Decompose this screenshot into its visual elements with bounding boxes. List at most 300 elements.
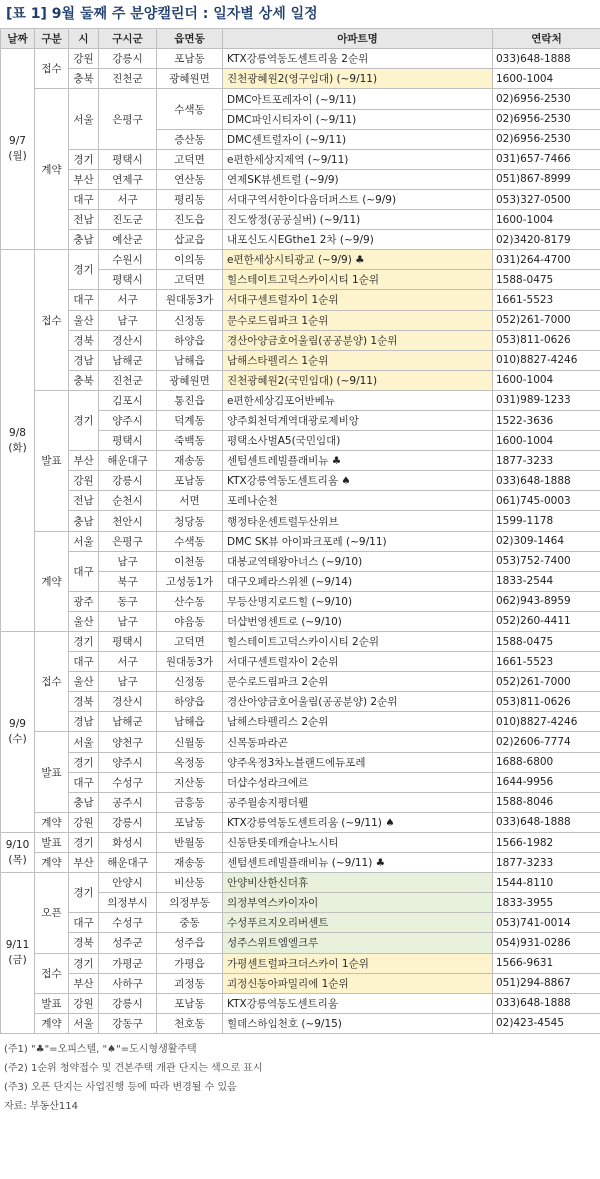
- town-cell: 수색동: [157, 89, 223, 129]
- contact-phone: 010)8827-4246: [493, 712, 600, 732]
- apartment-name: 양주옥정3차노블랜드에듀포레: [223, 752, 493, 772]
- column-header: 아파트명: [223, 29, 493, 49]
- table-row: [1, 772, 600, 792]
- district-cell: 서구: [99, 652, 157, 672]
- province-cell: 경기: [69, 250, 99, 290]
- date-cell: 9/9 (수): [1, 632, 35, 833]
- apartment-name: e편한세상지제역 (~9/11): [223, 149, 493, 169]
- province-cell: 강원: [69, 49, 99, 69]
- table-row: [1, 672, 600, 692]
- contact-phone: 02)6956-2530: [493, 129, 600, 149]
- town-cell: 금흥동: [157, 792, 223, 812]
- province-cell: 경기: [69, 832, 99, 852]
- province-cell: 대구: [69, 772, 99, 792]
- apartment-name: 서대구센트럴자이 1순위: [223, 290, 493, 310]
- contact-phone: 061)745-0003: [493, 491, 600, 511]
- province-cell: 경기: [69, 752, 99, 772]
- town-cell: 지산동: [157, 772, 223, 792]
- district-cell: 가평군: [99, 953, 157, 973]
- town-cell: 서면: [157, 491, 223, 511]
- district-cell: 남구: [99, 551, 157, 571]
- apartment-name: DMC아트포레자이 (~9/11): [223, 89, 493, 109]
- contact-phone: 02)309-1464: [493, 531, 600, 551]
- province-cell: 충북: [69, 370, 99, 390]
- table-row: [1, 792, 600, 812]
- district-cell: 해운대구: [99, 451, 157, 471]
- town-cell: 성주읍: [157, 933, 223, 953]
- contact-phone: 062)943-8959: [493, 591, 600, 611]
- apartment-name: 안양비산한신더휴: [223, 873, 493, 893]
- table-title: [표 1] 9월 둘째 주 분양캘린더 : 일자별 상세 일정: [6, 6, 318, 22]
- town-cell: 하양읍: [157, 692, 223, 712]
- contact-phone: 033)648-1888: [493, 812, 600, 832]
- province-cell: 광주: [69, 591, 99, 611]
- column-header: 읍면동: [157, 29, 223, 49]
- district-cell: 수성구: [99, 913, 157, 933]
- province-cell: 경남: [69, 350, 99, 370]
- contact-phone: 031)657-7466: [493, 149, 600, 169]
- apartment-name: 진천광혜원2(국민임대) (~9/11): [223, 370, 493, 390]
- province-cell: 대구: [69, 652, 99, 672]
- type-cell: 발표: [35, 832, 69, 852]
- district-cell: 남구: [99, 310, 157, 330]
- town-cell: 죽백동: [157, 431, 223, 451]
- town-cell: 천호동: [157, 1013, 223, 1033]
- contact-phone: 02)3420-8179: [493, 230, 600, 250]
- town-cell: 통진읍: [157, 390, 223, 410]
- district-cell: 진천군: [99, 69, 157, 89]
- town-cell: 신정동: [157, 310, 223, 330]
- type-cell: 발표: [35, 993, 69, 1013]
- table-row: [1, 491, 600, 511]
- table-row: [1, 933, 600, 953]
- date-cell: 9/11 (금): [1, 873, 35, 1034]
- town-cell: 야음동: [157, 611, 223, 631]
- apartment-name: 가평센트럴파크더스카이 1순위: [223, 953, 493, 973]
- district-cell: 양천구: [99, 732, 157, 752]
- province-cell: 대구: [69, 551, 99, 591]
- district-cell: 성주군: [99, 933, 157, 953]
- province-cell: 서울: [69, 732, 99, 752]
- town-cell: 포남동: [157, 471, 223, 491]
- contact-phone: 1588-8046: [493, 792, 600, 812]
- apartment-name: KTX강릉역동도센트리움 ♠: [223, 471, 493, 491]
- table-row: [1, 210, 600, 230]
- table-row: [1, 390, 600, 410]
- district-cell: 천안시: [99, 511, 157, 531]
- table-row: [1, 973, 600, 993]
- apartment-name: 무등산명지로드힐 (~9/10): [223, 591, 493, 611]
- district-cell: 경산시: [99, 692, 157, 712]
- contact-phone: 1588-0475: [493, 270, 600, 290]
- apartment-name: 진천광혜원2(영구임대) (~9/11): [223, 69, 493, 89]
- type-cell: 접수: [35, 250, 69, 391]
- column-header: 시: [69, 29, 99, 49]
- table-row: [1, 230, 600, 250]
- province-cell: 울산: [69, 672, 99, 692]
- apartment-name: 경산아양금호어울림(공공분양) 1순위: [223, 330, 493, 350]
- table-row: [1, 913, 600, 933]
- province-cell: 강원: [69, 471, 99, 491]
- table-row: [1, 712, 600, 732]
- apartment-name: 신목동파라곤: [223, 732, 493, 752]
- date-cell: 9/10 (목): [1, 832, 35, 872]
- town-cell: 신정동: [157, 672, 223, 692]
- contact-phone: 033)648-1888: [493, 49, 600, 69]
- district-cell: 의정부시: [99, 893, 157, 913]
- town-cell: 재송동: [157, 853, 223, 873]
- apartment-name: 문수로드림파크 2순위: [223, 672, 493, 692]
- town-cell: 진도읍: [157, 210, 223, 230]
- contact-phone: 02)423-4545: [493, 1013, 600, 1033]
- town-cell: 고덕면: [157, 149, 223, 169]
- district-cell: 강릉시: [99, 49, 157, 69]
- district-cell: 수성구: [99, 772, 157, 792]
- footnote: (주3) 오픈 단지는 사업진행 등에 따라 변경될 수 있음: [4, 1081, 237, 1093]
- province-cell: 경기: [69, 632, 99, 652]
- date-cell: 9/7 (월): [1, 49, 35, 250]
- table-row: [1, 531, 600, 551]
- district-cell: 평택시: [99, 270, 157, 290]
- apartment-name: 행정타운센트럴두산위브: [223, 511, 493, 531]
- district-cell: 평택시: [99, 149, 157, 169]
- table-row: [1, 692, 600, 712]
- contact-phone: 1600-1004: [493, 431, 600, 451]
- table-row: [1, 853, 600, 873]
- contact-phone: 033)648-1888: [493, 993, 600, 1013]
- district-cell: 평택시: [99, 632, 157, 652]
- column-header: 구시군: [99, 29, 157, 49]
- table-row: [1, 993, 600, 1013]
- province-cell: 울산: [69, 611, 99, 631]
- table-row: [1, 471, 600, 491]
- column-header: 구분: [35, 29, 69, 49]
- contact-phone: 02)2606-7774: [493, 732, 600, 752]
- district-cell: 공주시: [99, 792, 157, 812]
- apartment-name: 문수로드림파크 1순위: [223, 310, 493, 330]
- province-cell: 전남: [69, 210, 99, 230]
- contact-phone: 031)989-1233: [493, 390, 600, 410]
- town-cell: 원대동3가: [157, 652, 223, 672]
- town-cell: 덕계동: [157, 410, 223, 430]
- table-row: [1, 49, 600, 69]
- table-row: [1, 551, 600, 571]
- province-cell: 부산: [69, 853, 99, 873]
- town-cell: 남해읍: [157, 712, 223, 732]
- contact-phone: 1688-6800: [493, 752, 600, 772]
- district-cell: 동구: [99, 591, 157, 611]
- town-cell: 비산동: [157, 873, 223, 893]
- footnote: (주2) 1순위 청약접수 및 견본주택 개관 단지는 색으로 표시: [4, 1062, 263, 1074]
- contact-phone: 1588-0475: [493, 632, 600, 652]
- town-cell: 괴정동: [157, 973, 223, 993]
- table-row: [1, 69, 600, 89]
- column-header: 날짜: [1, 29, 35, 49]
- contact-phone: 054)931-0286: [493, 933, 600, 953]
- contact-phone: 1644-9956: [493, 772, 600, 792]
- district-cell: 양주시: [99, 410, 157, 430]
- contact-phone: 02)6956-2530: [493, 109, 600, 129]
- contact-phone: 053)741-0014: [493, 913, 600, 933]
- district-cell: 사하구: [99, 973, 157, 993]
- town-cell: 고덕면: [157, 270, 223, 290]
- apartment-name: 평택소사벌A5(국민임대): [223, 431, 493, 451]
- town-cell: 이의동: [157, 250, 223, 270]
- town-cell: 삽교읍: [157, 230, 223, 250]
- table-row: [1, 591, 600, 611]
- type-cell: 발표: [35, 390, 69, 531]
- town-cell: 수색동: [157, 531, 223, 551]
- apartment-name: DMC파인시티자이 (~9/11): [223, 109, 493, 129]
- table-row: [1, 732, 600, 752]
- table-row: [1, 511, 600, 531]
- apartment-name: 신동탄롯데캐슬나노시티: [223, 832, 493, 852]
- contact-phone: 053)327-0500: [493, 189, 600, 209]
- apartment-name: 센텀센트레빌플래비뉴 ♣: [223, 451, 493, 471]
- contact-phone: 1877-3233: [493, 451, 600, 471]
- table-row: [1, 1013, 600, 1033]
- town-cell: 청당동: [157, 511, 223, 531]
- town-cell: 반월동: [157, 832, 223, 852]
- type-cell: 계약: [35, 89, 69, 250]
- table-row: [1, 752, 600, 772]
- town-cell: 포남동: [157, 812, 223, 832]
- town-cell: 원대동3가: [157, 290, 223, 310]
- contact-phone: 010)8827-4246: [493, 350, 600, 370]
- apartment-name: 연제SK뷰센트럴 (~9/9): [223, 169, 493, 189]
- table-row: [1, 310, 600, 330]
- apartment-name: e편한세상김포어반베뉴: [223, 390, 493, 410]
- town-cell: 평리동: [157, 189, 223, 209]
- contact-phone: 1600-1004: [493, 210, 600, 230]
- district-cell: 서구: [99, 290, 157, 310]
- contact-phone: 1522-3636: [493, 410, 600, 430]
- apartment-name: e편한세상시티광교 (~9/9) ♣: [223, 250, 493, 270]
- town-cell: 이천동: [157, 551, 223, 571]
- district-cell: 평택시: [99, 431, 157, 451]
- table-row: [1, 189, 600, 209]
- town-cell: 포남동: [157, 49, 223, 69]
- apartment-name: 더샵수성라크에르: [223, 772, 493, 792]
- apartment-name: KTX강릉역동도센트리움 (~9/11) ♠: [223, 812, 493, 832]
- district-cell: 강릉시: [99, 471, 157, 491]
- town-cell: 광혜원면: [157, 370, 223, 390]
- table-row: [1, 149, 600, 169]
- contact-phone: 02)6956-2530: [493, 89, 600, 109]
- apartment-name: 남해스타펠리스 1순위: [223, 350, 493, 370]
- table-row: [1, 169, 600, 189]
- apartment-name: 센텀센트레빌플래비뉴 (~9/11) ♣: [223, 853, 493, 873]
- table-row: [1, 812, 600, 832]
- type-cell: 접수: [35, 49, 69, 89]
- table-row: [1, 370, 600, 390]
- apartment-name: DMC SK뷰 아이파크포레 (~9/11): [223, 531, 493, 551]
- apartment-name: 공주월송지평더웰: [223, 792, 493, 812]
- contact-phone: 1833-2544: [493, 571, 600, 591]
- province-cell: 대구: [69, 290, 99, 310]
- district-cell: 북구: [99, 571, 157, 591]
- column-header: 연락처: [493, 29, 600, 49]
- apartment-name: 서대구센트럴자이 2순위: [223, 652, 493, 672]
- table-row: [1, 290, 600, 310]
- table-row: [1, 611, 600, 631]
- table-row: [1, 89, 600, 109]
- apartment-name: 힐스테이트고덕스카이시티 1순위: [223, 270, 493, 290]
- district-cell: 남구: [99, 611, 157, 631]
- contact-phone: 1877-3233: [493, 853, 600, 873]
- province-cell: 경남: [69, 712, 99, 732]
- district-cell: 화성시: [99, 832, 157, 852]
- schedule-body: [1, 49, 600, 1034]
- district-cell: 남구: [99, 672, 157, 692]
- table-row: [1, 632, 600, 652]
- type-cell: 발표: [35, 732, 69, 812]
- district-cell: 남해군: [99, 712, 157, 732]
- province-cell: 대구: [69, 189, 99, 209]
- type-cell: 오픈: [35, 873, 69, 953]
- district-cell: 수원시: [99, 250, 157, 270]
- apartment-name: 양주회천덕계역대광로제비앙: [223, 410, 493, 430]
- contact-phone: 1600-1004: [493, 370, 600, 390]
- town-cell: 옥정동: [157, 752, 223, 772]
- town-cell: 증산동: [157, 129, 223, 149]
- contact-phone: 1833-3955: [493, 893, 600, 913]
- district-cell: 남해군: [99, 350, 157, 370]
- contact-phone: 1661-5523: [493, 652, 600, 672]
- province-cell: 경기: [69, 149, 99, 169]
- apartment-name: 내포신도시EGthe1 2차 (~9/9): [223, 230, 493, 250]
- contact-phone: 051)294-8867: [493, 973, 600, 993]
- table-row: [1, 330, 600, 350]
- apartment-name: 힐스테이트고덕스카이시티 2순위: [223, 632, 493, 652]
- province-cell: 경북: [69, 933, 99, 953]
- table-row: [1, 451, 600, 471]
- apartment-name: 성주스위트엠엘크루: [223, 933, 493, 953]
- district-cell: 예산군: [99, 230, 157, 250]
- apartment-name: DMC센트럴자이 (~9/11): [223, 129, 493, 149]
- table-row: [1, 350, 600, 370]
- town-cell: 포남동: [157, 993, 223, 1013]
- province-cell: 충남: [69, 511, 99, 531]
- date-cell: 9/8 (화): [1, 250, 35, 632]
- type-cell: 계약: [35, 531, 69, 631]
- apartment-name: 진도쌍정(공공실버) (~9/11): [223, 210, 493, 230]
- town-cell: 재송동: [157, 451, 223, 471]
- apartment-name: KTX강릉역동도센트리움: [223, 993, 493, 1013]
- contact-phone: 051)867-8999: [493, 169, 600, 189]
- province-cell: 부산: [69, 973, 99, 993]
- contact-phone: 1599-1178: [493, 511, 600, 531]
- district-cell: 강동구: [99, 1013, 157, 1033]
- province-cell: 서울: [69, 531, 99, 551]
- apartment-name: 서대구역서한이다음더퍼스트 (~9/9): [223, 189, 493, 209]
- type-cell: 계약: [35, 1013, 69, 1033]
- town-cell: 고성동1가: [157, 571, 223, 591]
- district-cell: 진천군: [99, 370, 157, 390]
- town-cell: 고덕면: [157, 632, 223, 652]
- town-cell: 연산동: [157, 169, 223, 189]
- contact-phone: 053)752-7400: [493, 551, 600, 571]
- contact-phone: 033)648-1888: [493, 471, 600, 491]
- province-cell: 충남: [69, 792, 99, 812]
- type-cell: 계약: [35, 853, 69, 873]
- district-cell: 양주시: [99, 752, 157, 772]
- contact-phone: 053)811-0626: [493, 330, 600, 350]
- apartment-name: 수성푸르지오리버센트: [223, 913, 493, 933]
- district-cell: 은평구: [99, 89, 157, 149]
- district-cell: 은평구: [99, 531, 157, 551]
- footnote: 자료: 부동산114: [4, 1100, 78, 1112]
- town-cell: 산수동: [157, 591, 223, 611]
- contact-phone: 1600-1004: [493, 69, 600, 89]
- province-cell: 경북: [69, 330, 99, 350]
- province-cell: 대구: [69, 913, 99, 933]
- table-row: [1, 873, 600, 893]
- contact-phone: 053)811-0626: [493, 692, 600, 712]
- town-cell: 하양읍: [157, 330, 223, 350]
- contact-phone: 052)261-7000: [493, 672, 600, 692]
- district-cell: 서구: [99, 189, 157, 209]
- province-cell: 전남: [69, 491, 99, 511]
- contact-phone: 1661-5523: [493, 290, 600, 310]
- province-cell: 경기: [69, 390, 99, 450]
- notes: [0, 1034, 600, 1116]
- province-cell: 경기: [69, 873, 99, 913]
- province-cell: 부산: [69, 451, 99, 471]
- province-cell: 경북: [69, 692, 99, 712]
- apartment-name: 의정부역스카이자이: [223, 893, 493, 913]
- district-cell: 강릉시: [99, 812, 157, 832]
- contact-phone: 052)260-4411: [493, 611, 600, 631]
- contact-phone: 1544-8110: [493, 873, 600, 893]
- header-row: [1, 29, 600, 49]
- table-row: [1, 652, 600, 672]
- town-cell: 광혜원면: [157, 69, 223, 89]
- district-cell: 안양시: [99, 873, 157, 893]
- province-cell: 서울: [69, 1013, 99, 1033]
- apartment-name: 포레나순천: [223, 491, 493, 511]
- province-cell: 강원: [69, 993, 99, 1013]
- apartment-name: 괴정신동아파밀리에 1순위: [223, 973, 493, 993]
- apartment-name: 힐데스하임천호 (~9/15): [223, 1013, 493, 1033]
- district-cell: 순천시: [99, 491, 157, 511]
- table-row: [1, 250, 600, 270]
- province-cell: 충남: [69, 230, 99, 250]
- apartment-name: 대구오페라스위첸 (~9/14): [223, 571, 493, 591]
- apartment-name: 더샵번영센트로 (~9/10): [223, 611, 493, 631]
- town-cell: 중동: [157, 913, 223, 933]
- province-cell: 경기: [69, 953, 99, 973]
- province-cell: 서울: [69, 89, 99, 149]
- type-cell: 접수: [35, 632, 69, 732]
- town-cell: 신월동: [157, 732, 223, 752]
- table-row: [1, 953, 600, 973]
- province-cell: 충북: [69, 69, 99, 89]
- district-cell: 김포시: [99, 390, 157, 410]
- contact-phone: 1566-9631: [493, 953, 600, 973]
- contact-phone: 1566-1982: [493, 832, 600, 852]
- contact-phone: 031)264-4700: [493, 250, 600, 270]
- type-cell: 접수: [35, 953, 69, 993]
- contact-phone: 052)261-7000: [493, 310, 600, 330]
- town-cell: 남해읍: [157, 350, 223, 370]
- district-cell: 연제구: [99, 169, 157, 189]
- district-cell: 경산시: [99, 330, 157, 350]
- province-cell: 강원: [69, 812, 99, 832]
- apartment-name: 남해스타펠리스 2순위: [223, 712, 493, 732]
- province-cell: 울산: [69, 310, 99, 330]
- district-cell: 진도군: [99, 210, 157, 230]
